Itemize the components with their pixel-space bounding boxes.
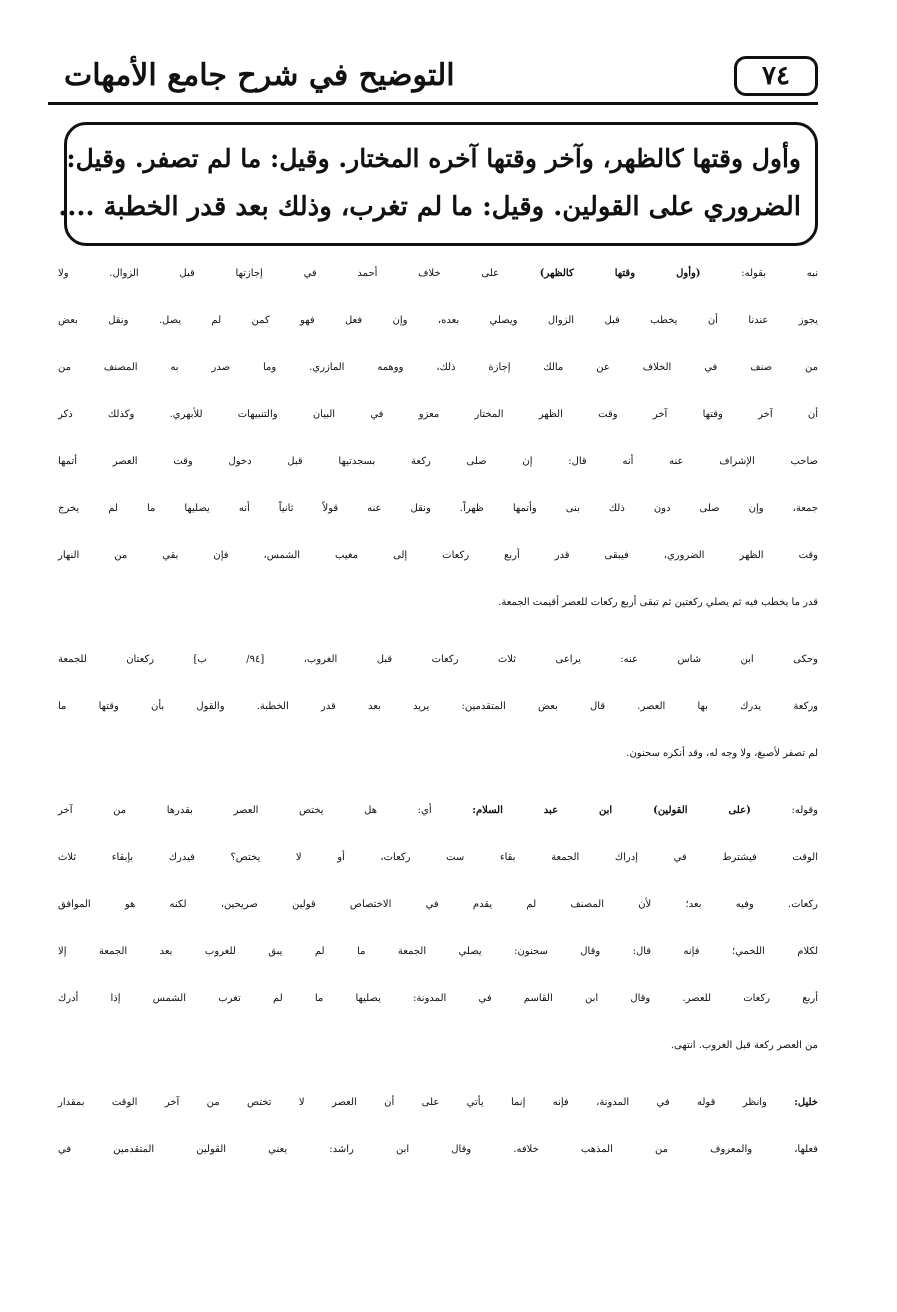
paragraph-first-line (58, 787, 818, 834)
paragraph-first-line (58, 1079, 818, 1126)
paragraph (58, 636, 818, 777)
page-number: ٧٤ (734, 56, 818, 96)
text-line: من صنف في الخلاف عن مالك إجازة ذلك، ووهمه المازري. وما صدر به المصنف من (58, 362, 818, 373)
paragraph (58, 1079, 818, 1173)
text-line: وحكى ابن شاس عنه: يراعى ثلاث ركعات قبل الغروب، [٩٤/ ب] ركعتان للجمعة (58, 654, 819, 665)
text-line: لكلام اللخمي؛ فإنه قال: وقال سحنون: يصلي الجمعة ما لم يبق للغروب بعد الجمعة إلا (58, 946, 818, 957)
book-page (48, 52, 818, 1272)
text-line: وركعة يدرك بها العصر. قال بعض المتقدمين: يريد بعد قدر الخطبة. والقول بأن وقتها ما (58, 701, 818, 712)
text-line: الوقت فيشترط في إدراك الجمعة بقاء ست ركعات، أو لا يختص؟ فيدرك بإبقاء ثلاث (58, 852, 818, 863)
text-segment: على خلاف أحمد في إجازتها قبل الزوال. ولا (58, 268, 540, 279)
text-line: قدر ما يخطب فيه ثم يصلي ركعتين ثم تبقى أربع ركعات للعصر أقيمت الجمعة. (498, 597, 818, 608)
text-line: لم تصفر لأصبغ، ولا وجه له، وقد أنكره سحنون. (626, 748, 818, 759)
text-line: ركعات. وفيه بعد؛ لأن المصنف لم يقدم في الاختصاص قولين صريحين، لكنه هو الموافق (58, 899, 818, 910)
text-line: أن آخر وقتها آخر وقت الظهر المختار معزو في البيان والتنبيهات للأبهري. وكذلك ذكر (58, 409, 818, 420)
matn-box (58, 122, 818, 246)
text-segment: أي: هل يختص العصر بقدرها من آخر (58, 805, 473, 816)
text-line: صاحب الإشراف عنه أنه قال: إن صلى ركعة بسجدتيها قبل دخول وقت العصر أتمها (58, 456, 818, 467)
text-line: فعلها، والمعروف من المذهب خلافه. وقال ابن راشد: يعني القولين المتقدمين في (58, 1144, 818, 1155)
paragraph (58, 250, 818, 626)
author-label: خليل: (794, 1097, 818, 1108)
text-line: جمعة، وإن صلى دون ذلك بنى وأتمها ظهراً. ونقل عنه قولاً ثانياً أنه يصليها ما لم يخرج (58, 503, 818, 514)
text-line: وقت الظهر الضروري، فيبقى قدر أربع ركعات إلى مغيب الشمس، فإن بقي من النهار (58, 550, 818, 561)
paragraph (58, 787, 818, 1069)
page-header (48, 52, 818, 108)
commentary (58, 250, 818, 1183)
header-divider (48, 102, 818, 105)
matn-line: وأول وقتها كالظهر، وآخر وقتها آخره المختار. وقيل: ما لم تصفر. وقيل: (66, 144, 801, 173)
text-segment: نبه بقوله: (700, 268, 818, 279)
text-line: من العصر ركعة قبل الغروب. انتهى. (670, 1040, 818, 1051)
quoted-matn: (وأول وقتها كالظهر) (539, 268, 701, 279)
paragraph-first-line (58, 250, 818, 297)
quoted-matn: (على القولين) ابن عبد السلام: (472, 805, 751, 816)
book-title: التوضيح في شرح جامع الأمهات (64, 58, 455, 93)
text-segment: وانظر قوله في المدونة، فإنه إنما يأتي على أن العصر لا تختص من آخر الوقت بمقدار (58, 1097, 795, 1108)
text-line: أربع ركعات للعصر. وقال ابن القاسم في المدونة: يصليها ما لم تغرب الشمس إذا أدرك (58, 993, 818, 1004)
text-line: يجوز عندنا أن يخطب قبل الزوال ويصلي بعده، وإن فعل فهو كمن لم يصل. ونقل بعض (58, 315, 818, 326)
text-segment: وقوله: (750, 805, 819, 816)
matn-line: الضروري على القولين. وقيل: ما لم تغرب، وذلك بعد قدر الخطبة .... (58, 192, 801, 222)
